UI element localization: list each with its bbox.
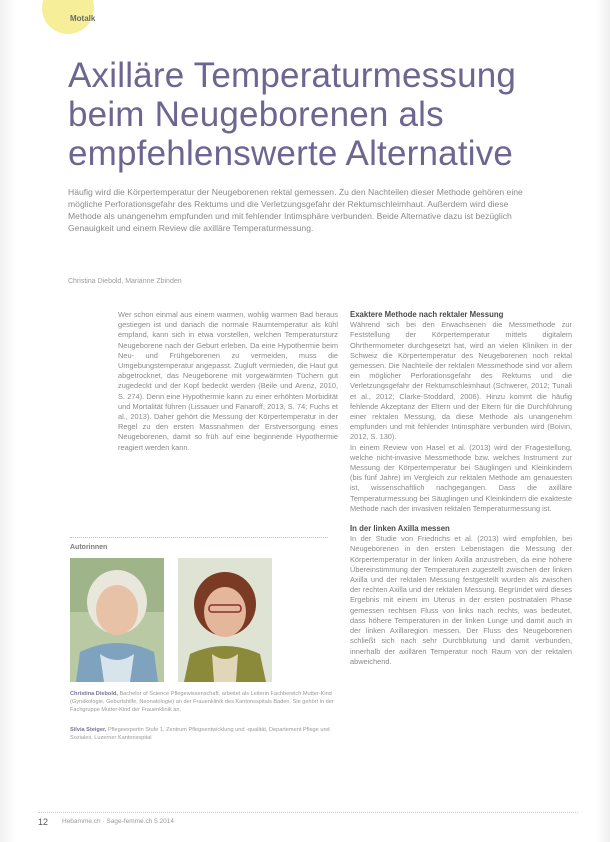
body-column-left [118,310,338,453]
author-bio-steiger [70,726,340,742]
author-photo-diebold [70,558,164,682]
body-column-right [350,310,572,667]
intro-paragraph: Wer schon einmal aus einem warmen, wohlig warmen Bad heraus gestiegen ist und danach die normale Raumtemperatur als kühl empfand, kann sich in etwa vorstellen, welchen Temperatursturz Neugeborene nach der Geburt erleben. Da eine Hypothermie beim Neu- und Frühgeborenen zu vermeiden, muss die Umgebungstemperatur angepasst. Zugluft vermieden, die Haut gut abgetrocknet, das Neugeborene mit vorgewärmten Tüchern gut zugedeckt und der Kopf bedeckt werden (Beile und Arenz, 2010, S. 274). Denn eine Hypothermie kann zu einer erhöhten Morbidität und Mortalität führen (Lissauer und Fanaroff, 2013, S. 74; Fuchs et al., 2013). Daher gehört die Messung der Körpertemperatur in der Regel zu den ersten Massnahmen der Erstversorgung eines Neugeborenen, damit so früh auf eine beginnende Hypothermie reagiert werden kann. [118,310,338,452]
author-bio-text-diebold: Bachelor of Science Pflegewissenschaft, arbeitet als Leiterin Fachbereich Mutter-Kind (Gynäkologie, Geburtshilfe, Neonatologie) an der Frauenklinik des Kantonsspitals Baden. Sie gehört in der Fachgruppe Mutter-Kind der Frauenklinik an. [70,691,334,714]
author-bio-text-steiger: Pflegeexpertin Stufe 1, Zentrum Pflegeentwicklung und -qualität, Departement Pflege und Soziales, Luzerner Kantonsspital [70,727,330,742]
section-rubric: Motalk [70,14,96,23]
paragraph-left-axilla: In der Studie von Friedrichs et al. (2013) wird empfohlen, bei Neugeborenen in den ersten Lebenstagen die Messung der Körpertemperatur in der linken Axilla anzustreben, da eine höhere Übereinstimmung der Temperaturen zugestellt zwischen der linken Axilla und der rektalen Messung festgestellt wurden als zwischen der rechten Axilla und der rektalen Messung. Begründet wird dieses Ergebnis mit einem im Uterus in der ersten postnatalen Phase gemessen rechtsen Fluss von links nach rechts, was bedeutet, dass höhere Temperaturen in der linken Lunge und damit auch in der linken Axillaregion messen. Der Fluss des Neugeborenen schließt sich nach sehr Durchblutung und damit verbunden, innerhalb der axillären Temperatur noch Raum von der rektalen abweichend. [350,534,572,666]
author-name-steiger: Silvia Steiger, [70,727,107,733]
article-title [68,56,578,173]
author-name-diebold: Christina Diebold, [70,691,118,697]
article-lead: Häufig wird die Körpertemperatur der Neugeborenen rektal gemessen. Zu den Nachteilen dieser Methode gehören eine mögliche Perforationsgefahr des Rektums und die Verletzungsgefahr der Rektumschleimhaut. Außerdem wird diese Methode als unangenehm empfunden und mit fehlender Intimsphäre verbunden. Beide Alternative dazu ist bezüglich Genauigkeit und einem Review die axilläre Temperaturmessung. [68,187,523,234]
autorinnen-heading: Autorinnen [70,544,108,551]
paragraph-review: In einem Review von Hasel et al. (2013) wird der Fragestellung, welche nicht-invasive Messmethode bzw. welches Instrument zur Messung der Körpertemperatur bei Säuglingen und Kleinkindern (bis fünf Jahre) im Vergleich zur rektalen Methode am genauesten ist, wissenschaftlich nachgegangen. Dass die axilläre Temperaturmessung bei Säuglingen und Kleinkindern die exakteste Methode nach der invasiven rektalen Temperaturmessung ist. [350,442,572,513]
subheading-exact-method: Exaktere Methode nach rektaler Messung [350,310,504,319]
footer-publication: Hebamme.ch · Sage-femme.ch 5 2014 [62,818,174,825]
footer-divider [38,812,578,813]
article-authors: Christina Diebold, Marianne Zbinden [68,278,182,285]
title-line-1: Axilläre Temperaturmessung [68,56,517,95]
author-photo-steiger [178,558,272,682]
author-bio-diebold [70,690,340,715]
subheading-left-axilla: In der linken Axilla messen [350,524,450,534]
autorinnen-divider [70,537,328,538]
page-number: 12 [38,817,49,827]
paragraph-rectal-method: Während sich bei den Erwachsenen die Messmethode zur Feststellung der Körpertemperatur mittels digitalem Ohrthermometer durchgesetzt hat, wird an vielen Kliniken in der Schweiz die Körpertemperatur des Neugeborenen noch rektal gemessen. Die Nachteile der rektalen Messmethode sind vor allem ein möglicher Perforationsgefahr des Rektums und die Verletzungsgefahr der Rektumschleimhaut (Schwerer, 2012; Tunali et al., 2012; Clarke-Stoddard, 2006). Hinzu kommt die häufig fehlende Akzeptanz der Eltern und der Eltern für die Durchführung einer rektalen Messung, da diese Methode als unangenehm empfunden und mit fehlender Intimsphäre verbunden wird (Boivin, 2012, S. 130). [350,320,572,442]
title-line-3: empfehlenswerte Alternative [68,134,514,173]
title-line-2: beim Neugeborenen als [68,95,444,134]
